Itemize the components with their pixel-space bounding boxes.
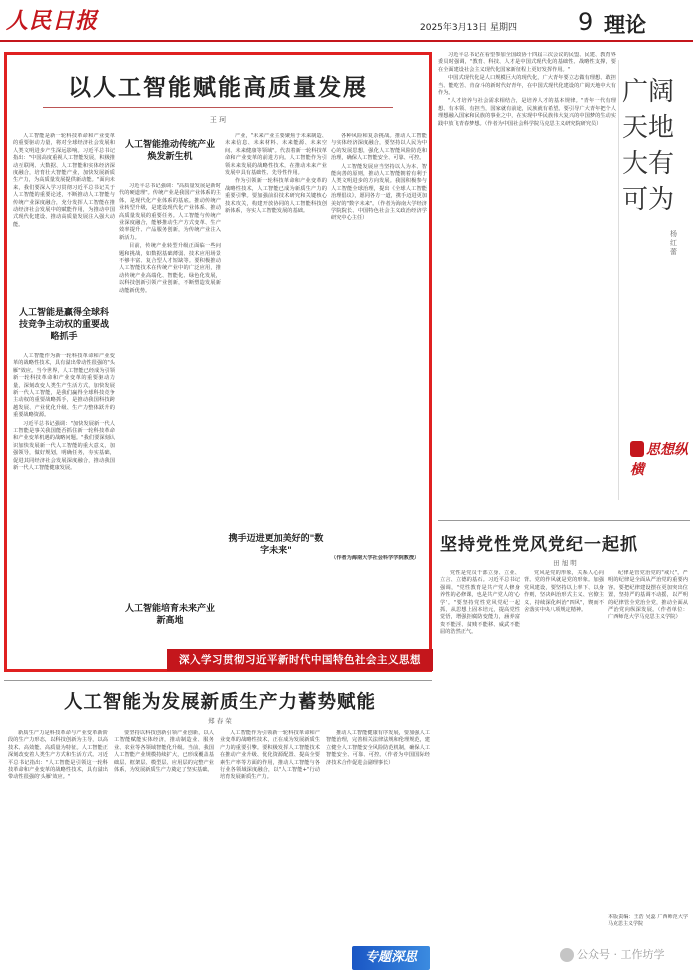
masthead-rule bbox=[0, 40, 693, 42]
paragraph: 各种风险和复杂挑战。推动人工智能与实体经济深度融合，要坚持以人民为中心的发展思想，强化人工智能风险防范和治理，确保人工智能安全、可靠、可控。 bbox=[331, 133, 427, 162]
paragraph: 人工智能发展应当坚持以人为本、智能向善的原则，推动人工智能朝着有利于人类文明进步的方向发展。我国积极参与人工智能全球治理，提出《全球人工智能治理倡议》，愿同各方一道，携手迈进更加美好的"数字未来"。（作者为海南大学经济学院院长、中国特色社会主义政治经济学研究中心主任） bbox=[331, 163, 427, 222]
section-rule bbox=[4, 680, 432, 681]
sidebar-text bbox=[438, 52, 616, 492]
watermark bbox=[560, 946, 690, 974]
bottom-column-2 bbox=[114, 730, 214, 970]
subhead-3: 携手迈进更加美好的"数字未来" bbox=[228, 534, 324, 556]
paragraph: 习近平总书记强调："高质量发展是新时代的硬道理"。传统产业是我国产业体系的主体，是现代化产业体系的基底。推动传统产业转型升级，是建设现代化产业体系、推动高质量发展的重要任务。人工智能与传统产业深度融合，能够推动生产方式变革、生产效率提升、产品服务创新，为传统产业注入新活力。 bbox=[119, 183, 221, 241]
column-logo bbox=[630, 438, 690, 478]
paragraph: 中国式现代化是人口规模巨大的现代化，广大青年要立志做有理想、敢担当、能吃苦、肯奋斗的新时代好青年，在中国式现代化建设的广阔天地中大有作为。 bbox=[438, 75, 616, 97]
paragraph: 产业，"未来产业主要聚焦于未来制造、未来信息、未来材料、未来能源、未来空间、未来健康等领域"。代表着新一轮科技革命和产业变革的前进方向。人工智能作为引领未来发展的战略性技术，在推动未来产业发展中具有基础性、先导性作用。 bbox=[225, 133, 327, 177]
title-underline bbox=[43, 107, 393, 108]
sidebar-byline: 杨 红 蕾 bbox=[670, 230, 677, 256]
bottom-column-3 bbox=[220, 730, 320, 970]
bottom-article-title: 人工智能为发展新质生产力蓄势赋能 bbox=[63, 692, 376, 713]
feature-column-4 bbox=[331, 133, 427, 553]
feature-column-1b bbox=[13, 353, 115, 643]
bottom-article-byline: 郑 春 荣 bbox=[208, 717, 232, 725]
article-title: 以人工智能赋能高质量发展 bbox=[68, 75, 368, 101]
paragraph: 人工智能作为引领新一轮科技革命和产业变革的战略性技术，正在成为发展新质生产力的重要引擎。要积极发挥人工智能技术在推动产业升级、优化资源配置、提高全要素生产率等方面的作用，推动人工智能与各行业各领域深度融合，以"人工智能+"行动培育发展新质生产力。 bbox=[220, 730, 320, 781]
zhuanti-label: 专题深思 bbox=[364, 950, 417, 965]
paragraph: "人才培养与社会需求相结合，是培养人才的基本规律。"青年一代有理想、有本领、有担当，国家就有前途，民族就有希望。要引导广大青年把个人理想融入国家和民族的事业之中，在实现中华民族伟大复兴的中国梦的生动实践中放飞青春梦想。（作者为中国社会科学院马克思主义研究院研究员） bbox=[438, 98, 616, 127]
paragraph: 习近平总书记强调："加快发展新一代人工智能是事关我国能否抓住新一轮科技革命和产业变革机遇的战略问题。"我们要深刻认识加快发展新一代人工智能的重大意义，加强领导，做好规划，明确任务，夯实基础，促进其同经济社会发展深度融合，推动我国新一代人工智能健康发展。 bbox=[13, 420, 115, 472]
column-logo-text: 思想纵横 bbox=[630, 441, 688, 478]
article-byline: 王 珂 bbox=[209, 116, 227, 124]
slogan-banner: 深入学习贯彻习近平新时代中国特色社会主义思想 bbox=[167, 649, 433, 671]
section-rule bbox=[438, 520, 690, 521]
feature-column-3 bbox=[225, 133, 327, 533]
party-article-byline: 田 旭 明 bbox=[553, 559, 577, 567]
sidebar-title: 广阔天地大有可为 bbox=[622, 77, 675, 215]
page-number: 9 bbox=[578, 8, 594, 36]
editor-note: 本版责编：王浩 吴蕊 广西师范大学马克思主义学院 bbox=[608, 914, 688, 928]
author-note: （作者为海南大学社会科学学院教授） bbox=[331, 555, 420, 561]
paragraph: 习近平总书记在看望参加全国政协十四届三次会议的民盟、民建、教育界委员时强调，"教育、科技、人才是中国式现代化的基础性、战略性支撑，要在全面建设社会主义现代化国家新征程上更好发挥作用。" bbox=[438, 52, 616, 73]
sidebar-divider bbox=[618, 60, 619, 500]
paragraph: 人工智能是新一轮科技革命和产业变革的重要驱动力量，将对全球经济社会发展和人类文明进步产生深远影响。习近平总书记指出："中国高度重视人工智能发展，积极推动互联网、大数据、人工智能和实体经济深度融合，培育壮大智能产业，加快发展新质生产力，为高质量发展提供新动能。"面向未来，我们要深入学习贯彻习近平总书记关于人工智能的重要论述，不断推动人工智能与传统产业深度融合，充分发挥人工智能在推动经济社会发展中的赋能作用，为推动中国式现代化建设、推动高质量发展注入强大动能。 bbox=[13, 133, 115, 228]
newspaper-logo: 人民日报 bbox=[6, 8, 99, 34]
dateline: 2025年3月13日 星期四 bbox=[420, 23, 517, 33]
paragraph: 党风是党的形象，关系人心向背。党的作风就是党的形象。加强党风建设，要坚持以上率下、以身作则，坚决纠治形式主义、官僚主义，持续深化纠治"四风"，锲而不舍落实中央八项规定精神。 bbox=[524, 570, 604, 614]
wechat-icon bbox=[560, 948, 574, 962]
paragraph: 目前，传统产业转型升级正面临一些问题和挑战，如数据基础薄弱、技术应用场景不够丰富、复合型人才短缺等。要积极推动人工智能技术在传统产业中的广泛应用，推动传统产业高端化、智能化、绿色化发展，以科技创新引领产业创新，不断塑造发展新动能新优势。 bbox=[119, 243, 221, 294]
subhead-4: 人工智能培育未来产业新高地 bbox=[124, 604, 215, 626]
bottom-column-4 bbox=[326, 730, 430, 940]
subhead-1: 人工智能是赢得全球科技竞争主动权的重要战略抓手 bbox=[18, 308, 109, 342]
party-article-title: 坚持党性党风党纪一起抓 bbox=[440, 535, 638, 555]
paragraph: 纪律是管党治党的"戒尺"。严明的纪律是全面从严治党的重要内容。要把纪律建设摆在更加突出位置，坚持严的基调不动摇，以严明的纪律管全党治全党，推动全面从严治党向纵深发展。（作者单位：广西师范大学马克思主义学院） bbox=[608, 570, 688, 621]
paragraph: 人工智能作为新一轮科技革命和产业变革的战略性技术，具有溢出带动性很强的"头雁"效应。当今世界，人工智能已经成为引领新一轮科技革命和产业变革的重要驱动力量，深刻改变人类生产生活方式，加快发展新一代人工智能，是我们赢得全球科技竞争主动权的重要战略抓手，是推动我国科技跨越发展、产业优化升级、生产力整体跃升的重要战略资源。 bbox=[13, 353, 115, 419]
highlighted-article bbox=[4, 52, 432, 672]
paragraph: 要坚持以科技创新引领产业创新，以人工智能赋能实体经济，推动制造业、服务业、农业等各领域智能化升级。当前，我国人工智能产业规模持续扩大，已形成覆盖基础层、框架层、模型层、应用层的完整产业体系，为发展新质生产力奠定了坚实基础。 bbox=[114, 730, 214, 774]
feature-column-1 bbox=[13, 133, 115, 303]
party-column-3 bbox=[608, 570, 688, 910]
watermark-text: 公众号 · 工作坊学 bbox=[577, 948, 665, 961]
paragraph: 新质生产力是科技革命与产业变革新阶段的生产力形态，以科技创新为主导，以高技术、高效能、高质量为特征。人工智能正深刻改变着人类生产方式和生活方式。习近平总书记指出："人工智能是引领这一轮科技革命和产业变革的战略性技术，具有溢出带动性很强的'头雁'效应。" bbox=[8, 730, 108, 781]
subhead-2: 人工智能推动传统产业焕发新生机 bbox=[124, 140, 215, 162]
zhuanti-badge bbox=[352, 946, 430, 970]
page-section: 理论 bbox=[604, 13, 646, 37]
masthead bbox=[0, 0, 693, 44]
feature-column-2 bbox=[119, 183, 221, 645]
paragraph: 党性是党员干部立身、立业、立言、立德的基石。习近平总书记强调，"党性教育是共产党人修身养性的必修课，也是共产党人的'心学'。"要坚持党性党风党纪一起抓，从思想上固本培元，提高党性觉悟，增强拒腐防变能力，涵养富贵不能淫、贫贱不能移、威武不能屈的浩然正气。 bbox=[440, 570, 520, 636]
bottom-column-1 bbox=[8, 730, 108, 970]
party-column-1 bbox=[440, 570, 520, 950]
column-logo-icon bbox=[630, 441, 644, 457]
paragraph: 推动人工智能健康有序发展，要加强人工智能治理，完善相关法律法规和伦理规范，建立健全人工智能安全风险防范机制，确保人工智能安全、可靠、可控。（作者为中国国际经济技术合作促进会副理事长） bbox=[326, 730, 430, 766]
party-column-2 bbox=[524, 570, 604, 950]
paragraph: 作为引领新一轮科技革命和产业变革的战略性技术，人工智能已成为新质生产力的重要引擎。要加强前沿技术研究和关键核心技术攻关，构建开放协同的人工智能科技创新体系，夯实人工智能发展的基础。 bbox=[225, 178, 327, 215]
sidebar-article bbox=[438, 52, 618, 502]
